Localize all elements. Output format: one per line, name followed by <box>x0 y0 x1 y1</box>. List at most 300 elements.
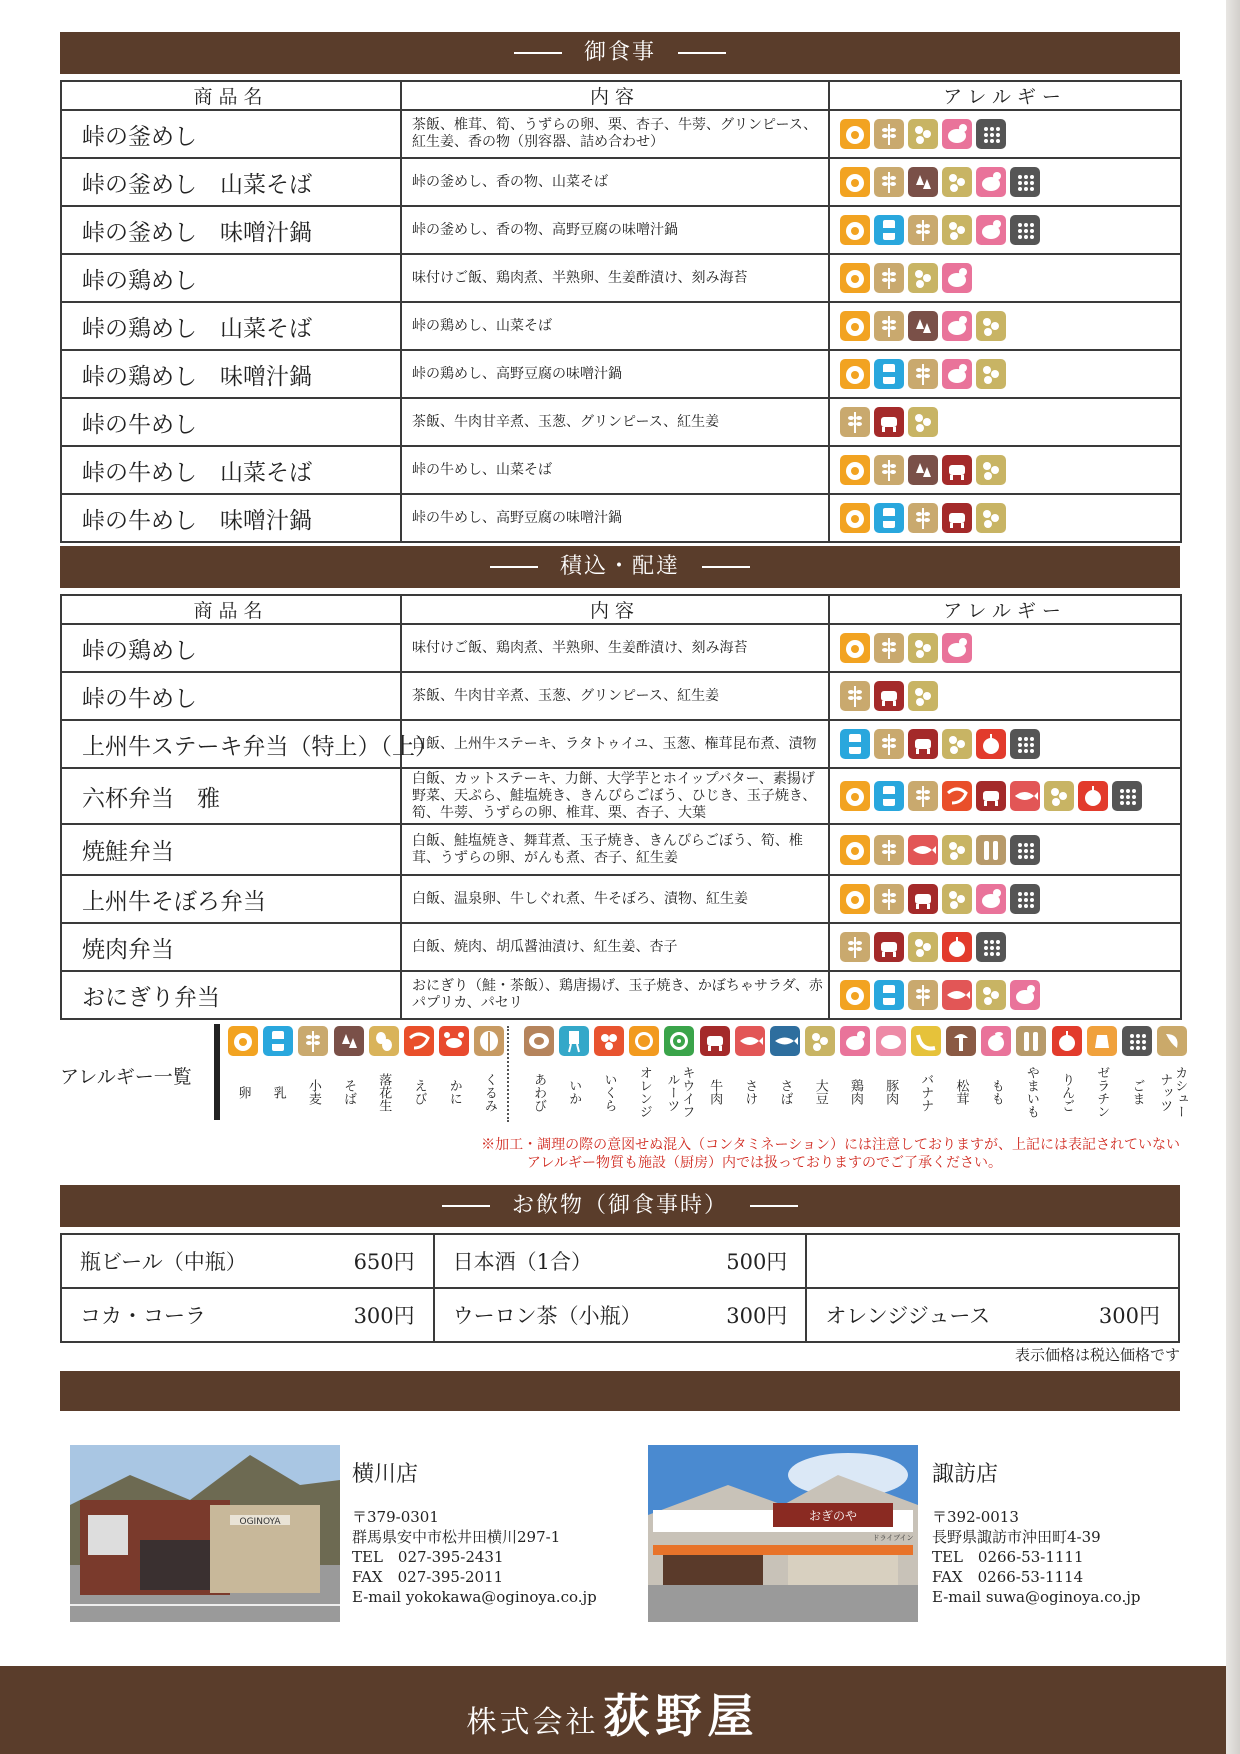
store-zip: 〒379-0301 <box>352 1508 439 1526</box>
legend-label: もも <box>988 1079 1004 1105</box>
chicken-icon <box>840 1026 870 1056</box>
chicken-icon <box>976 167 1006 197</box>
item-name: 峠の牛めし <box>61 672 401 720</box>
beef-icon <box>874 407 904 437</box>
beef-icon <box>908 729 938 759</box>
menu-row <box>61 350 1181 398</box>
legend-item-pork <box>875 1026 907 1124</box>
legend-dotted-divider <box>507 1026 509 1122</box>
drink-name: 瓶ビール（中瓶） <box>80 1250 247 1274</box>
wheat-icon <box>874 119 904 149</box>
beef-icon <box>700 1026 730 1056</box>
item-name: 峠の釜めし 山菜そば <box>61 158 401 206</box>
item-name: 峠の鶏めし <box>61 254 401 302</box>
soy-icon <box>1044 781 1074 811</box>
legend-item-apple <box>1051 1026 1083 1124</box>
item-allergens <box>829 720 1181 768</box>
item-allergens <box>829 446 1181 494</box>
legend-item-ikura <box>593 1026 625 1124</box>
orange-icon <box>629 1026 659 1056</box>
notice-line-1: ※加工・調理の際の意図せぬ混入（コンタミネーション）には注意しておりますが、上記には表記されていない <box>481 1137 1180 1153</box>
item-name: 峠の釜めし 味噌汁鍋 <box>61 206 401 254</box>
item-content: 白飯、鮭塩焼き、舞茸煮、玉子焼き、きんぴらごぼう、筍、椎茸、うずらの卵、がんも煮、杏子、紅生姜 <box>401 824 829 875</box>
legend-item-orange <box>628 1026 660 1124</box>
store-tel: TEL 027-395-2431 <box>352 1548 504 1566</box>
legend-label: さけ <box>742 1079 758 1105</box>
store-sign-text: OGINOYA <box>239 1517 281 1527</box>
legend-label: 松茸 <box>953 1079 969 1105</box>
legend-label: 小麦 <box>305 1079 321 1105</box>
legend-item-soba <box>333 1026 365 1124</box>
col-header-name: 商品名 <box>61 81 401 110</box>
soy-icon <box>908 633 938 663</box>
item-content: 茶飯、牛肉甘辛煮、玉葱、グリンピース、紅生姜 <box>401 672 829 720</box>
soy-icon <box>908 263 938 293</box>
gelatin-icon <box>1087 1026 1117 1056</box>
menu-row <box>61 302 1181 350</box>
drink-cell <box>434 1234 807 1288</box>
item-name: 峠の鶏めし <box>61 624 401 672</box>
item-allergens <box>829 768 1181 824</box>
drink-cell <box>434 1288 807 1342</box>
chicken-icon <box>942 311 972 341</box>
delivery-table <box>60 594 1182 1020</box>
item-name: 峠の牛めし 山菜そば <box>61 446 401 494</box>
shrimp-icon <box>404 1026 434 1056</box>
yam-icon <box>1016 1026 1046 1056</box>
item-allergens <box>829 302 1181 350</box>
drink-cell <box>61 1288 434 1342</box>
drink-price: 300円 <box>1098 1304 1160 1328</box>
egg-icon <box>840 455 870 485</box>
legend-item-peach <box>980 1026 1012 1124</box>
legend-label: 鶏肉 <box>847 1079 863 1105</box>
wheat-icon <box>874 311 904 341</box>
drink-name: オレンジジュース <box>825 1304 991 1328</box>
legend-label: やまいも <box>1023 1066 1039 1118</box>
item-allergens <box>829 206 1181 254</box>
store-address: 群馬県安中市松井田横川297-1 <box>352 1528 561 1546</box>
menu-row <box>61 824 1181 875</box>
legend-item-walnut <box>473 1026 505 1124</box>
beef-icon <box>908 884 938 914</box>
legend-item-kiwi <box>663 1026 695 1124</box>
legend-label: 牛肉 <box>707 1079 723 1105</box>
beef-icon <box>976 781 1006 811</box>
drink-price: 500円 <box>726 1250 788 1274</box>
milk-icon <box>874 503 904 533</box>
soy-icon <box>942 729 972 759</box>
item-name: 峠の釜めし <box>61 110 401 158</box>
soy-icon <box>942 835 972 865</box>
soy-icon <box>908 932 938 962</box>
item-allergens <box>829 350 1181 398</box>
legend-label: ごま <box>1129 1079 1145 1105</box>
item-content: 茶飯、牛肉甘辛煮、玉葱、グリンピース、紅生姜 <box>401 398 829 446</box>
egg-icon <box>840 884 870 914</box>
soba-icon <box>334 1026 364 1056</box>
item-allergens <box>829 624 1181 672</box>
wheat-icon <box>840 407 870 437</box>
apple-icon <box>1078 781 1108 811</box>
item-content: おにぎり（鮭・茶飯）、鶏唐揚げ、玉子焼き、かぼちゃサラダ、赤パプリカ、パセリ <box>401 971 829 1019</box>
apple-icon <box>976 729 1006 759</box>
page-edge-shadow <box>1226 0 1240 1754</box>
legend-label: くるみ <box>481 1072 497 1112</box>
legend-label: あわび <box>531 1072 547 1112</box>
chicken-icon <box>976 884 1006 914</box>
beef-icon <box>942 503 972 533</box>
squid-icon <box>559 1026 589 1056</box>
cashew-icon <box>1157 1026 1187 1056</box>
sesame-icon <box>1122 1026 1152 1056</box>
col-header-content: 内容 <box>401 595 829 624</box>
beef-icon <box>874 932 904 962</box>
col-header-content: 内容 <box>401 81 829 110</box>
wheat-icon <box>908 781 938 811</box>
item-content: 峠の釜めし、香の物、高野豆腐の味噌汁鍋 <box>401 206 829 254</box>
legend-item-wheat <box>297 1026 329 1124</box>
store-tel: TEL 0266-53-1111 <box>932 1548 1084 1566</box>
item-content: 白飯、温泉卵、牛しぐれ煮、牛そぼろ、漬物、紅生姜 <box>401 875 829 923</box>
item-name: 峠の牛めし 味噌汁鍋 <box>61 494 401 542</box>
section-title: 御食事 <box>583 40 656 65</box>
contamination-notice <box>60 1136 1180 1172</box>
legend-label: さば <box>777 1079 793 1105</box>
menu-row <box>61 672 1181 720</box>
item-content: 白飯、カットステーキ、力餅、大学芋とホイップバター、素揚げ野菜、天ぷら、鮭塩焼き、きんぴらごぼう、ひじき、玉子焼き、筍、牛蒡、うずらの卵、椎茸、栗、杏子、大葉 <box>401 768 829 824</box>
item-content: 味付けご飯、鶏肉煮、半熟卵、生姜酢漬け、刻み海苔 <box>401 254 829 302</box>
suwa-store-photo <box>648 1445 918 1622</box>
sesame-icon <box>1010 215 1040 245</box>
wheat-icon <box>874 167 904 197</box>
milk-icon <box>874 980 904 1010</box>
item-name: 峠の鶏めし 山菜そば <box>61 302 401 350</box>
soy-icon <box>976 503 1006 533</box>
menu-row <box>61 206 1181 254</box>
item-name: 焼肉弁当 <box>61 923 401 971</box>
drink-price: 300円 <box>726 1304 788 1328</box>
col-header-allergy: アレルギー <box>829 81 1181 110</box>
yokokawa-store-photo <box>70 1445 340 1622</box>
section-header-meals <box>60 32 1180 74</box>
item-name: 焼鮭弁当 <box>61 824 401 875</box>
pork-icon <box>876 1026 906 1056</box>
salmon-icon <box>942 980 972 1010</box>
notice-line-2: アレルギー物質も施設（厨房）内では扱っておりますのでご了承ください。 <box>526 1155 1002 1171</box>
item-content: 白飯、上州牛ステーキ、ラタトゥイユ、玉葱、権茸昆布煮、漬物 <box>401 720 829 768</box>
soy-icon <box>976 980 1006 1010</box>
shrimp-icon <box>942 781 972 811</box>
egg-icon <box>228 1026 258 1056</box>
drink-name: 日本酒（1合） <box>452 1250 593 1274</box>
legend-item-chicken <box>839 1026 871 1124</box>
store-name: 諏訪店 <box>932 1462 999 1487</box>
drink-cell-empty <box>806 1234 1179 1288</box>
wheat-icon <box>908 215 938 245</box>
egg-icon <box>840 359 870 389</box>
soy-icon <box>942 167 972 197</box>
matsutake-icon <box>946 1026 976 1056</box>
sesame-icon <box>976 119 1006 149</box>
item-allergens <box>829 110 1181 158</box>
soy-icon <box>976 311 1006 341</box>
item-allergens <box>829 254 1181 302</box>
egg-icon <box>840 311 870 341</box>
store-fax: FAX 0266-53-1114 <box>932 1568 1084 1586</box>
salmon-icon <box>1010 781 1040 811</box>
legend-label: えび <box>411 1079 427 1105</box>
item-allergens <box>829 875 1181 923</box>
menu-row <box>61 768 1181 824</box>
sesame-icon <box>976 932 1006 962</box>
legend-label: オレンジ <box>636 1066 652 1118</box>
soba-icon <box>908 455 938 485</box>
soy-icon <box>908 407 938 437</box>
legend-item-abalone <box>523 1026 555 1124</box>
item-name: 上州牛ステーキ弁当（特上）（上） <box>61 720 401 768</box>
col-header-allergy: アレルギー <box>829 595 1181 624</box>
legend-item-banana <box>910 1026 942 1124</box>
item-name: 峠の鶏めし 味噌汁鍋 <box>61 350 401 398</box>
ikura-icon <box>594 1026 624 1056</box>
salmon-icon <box>735 1026 765 1056</box>
item-content: 峠の釜めし、香の物、山菜そば <box>401 158 829 206</box>
apple-icon <box>1052 1026 1082 1056</box>
section-header-delivery <box>60 546 1180 588</box>
menu-row <box>61 624 1181 672</box>
meals-table <box>60 80 1182 543</box>
legend-label: 乳 <box>270 1085 286 1099</box>
company-name: 荻野屋 <box>603 1689 760 1743</box>
item-allergens <box>829 923 1181 971</box>
store-email[interactable]: E-mail suwa@oginoya.co.jp <box>932 1588 1141 1606</box>
drink-price: 650円 <box>353 1250 415 1274</box>
legend-item-beef <box>699 1026 731 1124</box>
item-name: 峠の牛めし <box>61 398 401 446</box>
peach-icon <box>981 1026 1011 1056</box>
item-allergens <box>829 494 1181 542</box>
legend-item-shrimp <box>403 1026 435 1124</box>
legend-label: いか <box>566 1079 582 1105</box>
legend-label: 落花生 <box>376 1072 392 1112</box>
sesame-icon <box>1010 884 1040 914</box>
legend-label: キウイフルーツ <box>664 1066 695 1118</box>
milk-icon <box>874 781 904 811</box>
egg-icon <box>840 119 870 149</box>
legend-item-peanut <box>368 1026 400 1124</box>
abalone-icon <box>524 1026 554 1056</box>
legend-label: かに <box>446 1079 462 1105</box>
chicken-icon <box>942 633 972 663</box>
item-allergens <box>829 971 1181 1019</box>
legend-label: ゼラチン <box>1094 1066 1110 1118</box>
sesame-icon <box>1010 167 1040 197</box>
legend-label: 豚肉 <box>883 1079 899 1105</box>
section-title: 積込・配達 <box>559 554 680 579</box>
item-content: 峠の鶏めし、高野豆腐の味噌汁鍋 <box>401 350 829 398</box>
soy-icon <box>942 884 972 914</box>
wheat-icon <box>874 263 904 293</box>
legend-item-cashew <box>1156 1026 1188 1124</box>
legend-label: りんご <box>1059 1072 1075 1112</box>
menu-row <box>61 254 1181 302</box>
store-sign-text: ドライブイン <box>872 1534 914 1542</box>
drinks-table <box>60 1233 1180 1343</box>
chicken-icon <box>1010 980 1040 1010</box>
legend-item-milk <box>262 1026 294 1124</box>
legend-item-matsutake <box>945 1026 977 1124</box>
soy-icon <box>908 681 938 711</box>
walnut-icon <box>474 1026 504 1056</box>
egg-icon <box>840 835 870 865</box>
footer-company <box>0 1666 1226 1754</box>
crab-icon <box>439 1026 469 1056</box>
legend-item-mackerel <box>769 1026 801 1124</box>
salmon-icon <box>908 835 938 865</box>
drink-cell <box>806 1288 1179 1342</box>
legend-item-egg <box>227 1026 259 1124</box>
item-content: 峠の牛めし、高野豆腐の味噌汁鍋 <box>401 494 829 542</box>
chicken-icon <box>942 119 972 149</box>
egg-icon <box>840 503 870 533</box>
egg-icon <box>840 167 870 197</box>
menu-row <box>61 971 1181 1019</box>
item-content: 茶飯、椎茸、筍、うずらの卵、栗、杏子、牛蒡、グリンピース、紅生姜、香の物（別容器、詰め合わせ） <box>401 110 829 158</box>
chicken-icon <box>976 215 1006 245</box>
sesame-icon <box>1010 835 1040 865</box>
milk-icon <box>263 1026 293 1056</box>
wheat-icon <box>908 980 938 1010</box>
store-fax: FAX 027-395-2011 <box>352 1568 504 1586</box>
soy-icon <box>805 1026 835 1056</box>
item-content: 白飯、焼肉、胡瓜醤油漬け、紅生姜、杏子 <box>401 923 829 971</box>
item-allergens <box>829 398 1181 446</box>
drink-name: ウーロン茶（小瓶） <box>452 1304 642 1328</box>
legend-label: 大豆 <box>812 1079 828 1105</box>
store-email[interactable]: E-mail yokokawa@oginoya.co.jp <box>352 1588 597 1606</box>
legend-item-gelatin <box>1086 1026 1118 1124</box>
legend-label: カシューナッツ <box>1157 1066 1188 1118</box>
kiwi-icon <box>664 1026 694 1056</box>
store-suwa <box>932 1462 1141 1607</box>
soba-icon <box>908 167 938 197</box>
soy-icon <box>908 119 938 149</box>
allergy-legend-title: アレルギー一覧 <box>60 1066 192 1088</box>
tax-note: 表示価格は税込価格です <box>1014 1346 1180 1364</box>
menu-row <box>61 875 1181 923</box>
wheat-icon <box>908 503 938 533</box>
store-zip: 〒392-0013 <box>932 1508 1019 1526</box>
drink-name: コカ・コーラ <box>80 1304 206 1328</box>
beef-icon <box>942 455 972 485</box>
item-allergens <box>829 672 1181 720</box>
milk-icon <box>874 359 904 389</box>
milk-icon <box>840 729 870 759</box>
store-yokokawa <box>352 1462 597 1607</box>
legend-label: そば <box>341 1079 357 1105</box>
menu-row <box>61 923 1181 971</box>
section-header-drinks <box>60 1185 1180 1227</box>
soba-icon <box>908 311 938 341</box>
item-content: 峠の牛めし、山菜そば <box>401 446 829 494</box>
sesame-icon <box>1010 729 1040 759</box>
menu-row <box>61 494 1181 542</box>
chicken-icon <box>942 359 972 389</box>
item-name: 六杯弁当 雅 <box>61 768 401 824</box>
milk-icon <box>874 215 904 245</box>
legend-item-squid <box>558 1026 590 1124</box>
company-prefix: 株式会社 <box>466 1705 599 1740</box>
col-header-name: 商品名 <box>61 595 401 624</box>
legend-label: いくら <box>601 1072 617 1112</box>
chicken-icon <box>942 263 972 293</box>
egg-icon <box>840 781 870 811</box>
item-allergens <box>829 158 1181 206</box>
legend-item-yam <box>1015 1026 1047 1124</box>
legend-item-sesame <box>1121 1026 1153 1124</box>
legend-divider <box>214 1024 220 1120</box>
wheat-icon <box>874 455 904 485</box>
apple-icon <box>942 932 972 962</box>
allergy-legend <box>60 1020 1188 1125</box>
store-sign-text: おぎのや <box>808 1509 858 1523</box>
soy-icon <box>942 215 972 245</box>
menu-row <box>61 398 1181 446</box>
wheat-icon <box>874 884 904 914</box>
menu-row <box>61 720 1181 768</box>
wheat-icon <box>840 681 870 711</box>
section-title: お飲物（御食事時） <box>511 1193 728 1218</box>
item-name: 上州牛そぼろ弁当 <box>61 875 401 923</box>
drink-price: 300円 <box>353 1304 415 1328</box>
menu-row <box>61 446 1181 494</box>
egg-icon <box>840 980 870 1010</box>
egg-icon <box>840 633 870 663</box>
decorative-band <box>60 1371 1180 1411</box>
legend-item-soy <box>804 1026 836 1124</box>
legend-item-salmon <box>734 1026 766 1124</box>
sesame-icon <box>1112 781 1142 811</box>
yam-icon <box>976 835 1006 865</box>
legend-label: 卵 <box>235 1085 251 1099</box>
legend-item-crab <box>438 1026 470 1124</box>
item-content: 味付けご飯、鶏肉煮、半熟卵、生姜酢漬け、刻み海苔 <box>401 624 829 672</box>
menu-row <box>61 110 1181 158</box>
item-name: おにぎり弁当 <box>61 971 401 1019</box>
soy-icon <box>976 359 1006 389</box>
wheat-icon <box>874 633 904 663</box>
menu-row <box>61 158 1181 206</box>
beef-icon <box>874 681 904 711</box>
store-name: 横川店 <box>352 1462 419 1487</box>
wheat-icon <box>874 729 904 759</box>
banana-icon <box>911 1026 941 1056</box>
wheat-icon <box>840 932 870 962</box>
wheat-icon <box>298 1026 328 1056</box>
egg-icon <box>840 215 870 245</box>
peanut-icon <box>369 1026 399 1056</box>
store-address: 長野県諏訪市沖田町4-39 <box>932 1528 1101 1546</box>
wheat-icon <box>908 359 938 389</box>
wheat-icon <box>874 835 904 865</box>
drink-cell <box>61 1234 434 1288</box>
mackerel-icon <box>770 1026 800 1056</box>
legend-label: バナナ <box>918 1072 934 1112</box>
egg-icon <box>840 263 870 293</box>
soy-icon <box>976 455 1006 485</box>
item-content: 峠の鶏めし、山菜そば <box>401 302 829 350</box>
